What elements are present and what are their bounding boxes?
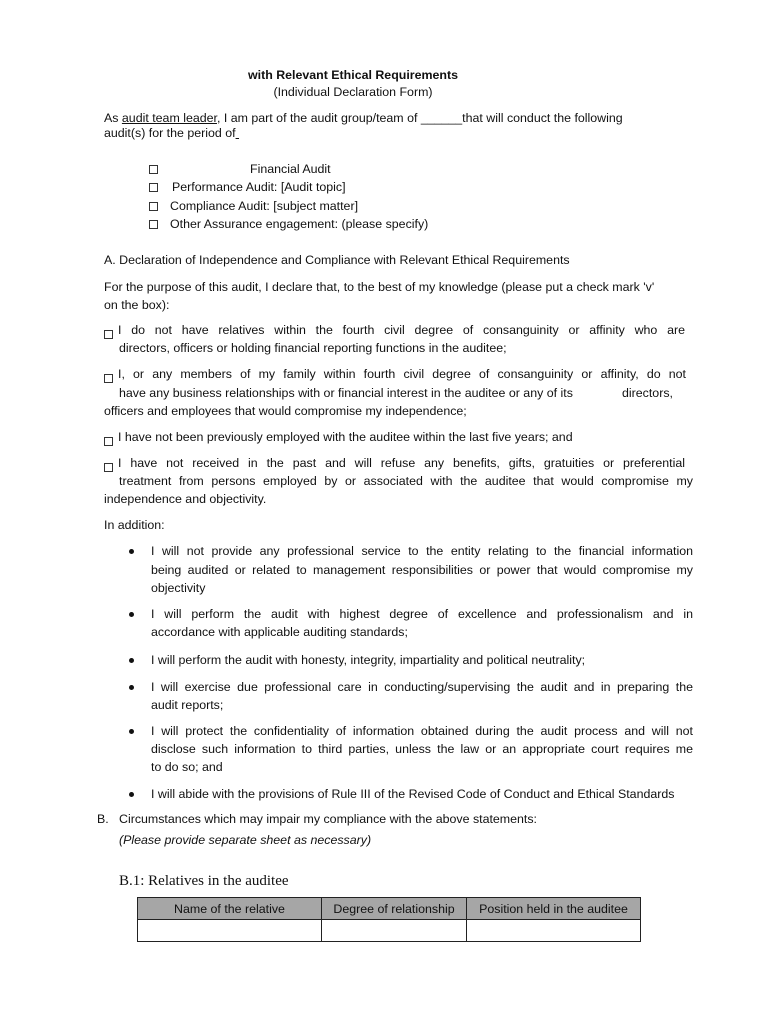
- checkbox-icon[interactable]: [149, 220, 158, 229]
- bullet-6-line-1: I will abide with the provisions of Rule III of the Revised Code of Conduct and Ethical Standards: [151, 787, 675, 801]
- table-row[interactable]: [138, 920, 641, 942]
- declaration-2-line-2a: have any business relationships with or financial interest in the auditee or any of its: [119, 386, 573, 400]
- bullet-icon: [129, 612, 134, 617]
- bullet-5-line-3: to do so; and: [151, 760, 223, 774]
- declaration-1-line-1: I do not have relatives within the fourth civil degree of consanguinity or affinity who are: [118, 323, 685, 337]
- section-b-marker: B.: [97, 812, 109, 826]
- checkbox-icon[interactable]: [149, 183, 158, 192]
- checkbox-icon[interactable]: [149, 202, 158, 211]
- audit-type-other[interactable]: Other Assurance engagement: (please specify): [149, 215, 158, 233]
- bullet-icon: [129, 658, 134, 663]
- checkbox-icon[interactable]: [149, 165, 158, 174]
- b1-title: B.1: Relatives in the auditee: [119, 873, 289, 889]
- bullet-1-line-1: I will not provide any professional service to the entity relating to the financial information: [151, 544, 693, 558]
- bullet-5-line-2: disclose such information to third parties, unless the law or an appropriate court requires me: [151, 742, 693, 756]
- cell-name-input[interactable]: [138, 920, 322, 942]
- section-b-heading: Circumstances which may impair my compliance with the above statements:: [119, 812, 537, 826]
- bullet-icon: [129, 729, 134, 734]
- declaration-2-line-3: officers and employees that would compromise my independence;: [104, 404, 467, 418]
- declaration-2-checkbox[interactable]: [104, 369, 114, 379]
- bullet-1-line-2: being audited or related to management responsibilities or power that would compromise my: [151, 563, 693, 577]
- section-a-lead-2: on the box):: [104, 298, 170, 312]
- audit-type-financial[interactable]: Financial Audit: [149, 160, 158, 178]
- declaration-4-line-3: independence and objectivity.: [104, 492, 267, 506]
- bullet-icon: [129, 792, 134, 797]
- form-subtitle: (Individual Declaration Form): [273, 85, 433, 99]
- section-b-note: (Please provide separate sheet as necessary): [119, 833, 372, 847]
- declaration-2-line-2b: directors,: [622, 386, 673, 400]
- bullet-icon: [129, 685, 134, 690]
- bullet-5-line-1: I will protect the confidentiality of information obtained during the audit process and will not: [151, 724, 693, 738]
- checkbox-icon[interactable]: [104, 374, 113, 383]
- declaration-1-checkbox[interactable]: [104, 325, 114, 335]
- declaration-4-checkbox[interactable]: [104, 458, 114, 468]
- col-position-held: Position held in the auditee: [467, 898, 641, 920]
- bullet-2-line-1: I will perform the audit with highest degree of excellence and professionalism and in: [151, 607, 693, 621]
- bullet-4-line-1: I will exercise due professional care in conducting/supervising the audit and in preparing the: [151, 680, 693, 694]
- bullet-2-line-2: accordance with applicable auditing standards;: [151, 625, 408, 639]
- col-degree-of-relationship: Degree of relationship: [322, 898, 467, 920]
- declaration-2-line-1: I, or any members of my family within fourth civil degree of consanguinity or affinity, do not: [118, 367, 686, 381]
- declaration-4-line-1: I have not received in the past and will refuse any benefits, gifts, gratuities or preferential: [118, 456, 685, 470]
- section-a-lead-1: For the purpose of this audit, I declare that, to the best of my knowledge (please put a check mark 'v': [104, 280, 655, 294]
- role-field[interactable]: audit team leader: [121, 111, 217, 125]
- declaration-1-line-2: directors, officers or holding financial reporting functions in the auditee;: [119, 341, 507, 355]
- declaration-3-checkbox[interactable]: [104, 432, 114, 442]
- relatives-table: [137, 897, 641, 942]
- table-header-row: [138, 898, 641, 920]
- in-addition-label: In addition:: [104, 518, 165, 532]
- checkbox-icon[interactable]: [104, 463, 113, 472]
- cell-degree-input[interactable]: [322, 920, 467, 942]
- form-title: with Relevant Ethical Requirements: [247, 68, 458, 82]
- bullet-3-line-1: I will perform the audit with honesty, integrity, impartiality and political neutrality;: [151, 653, 586, 667]
- intro-line-2: audit(s) for the period of: [104, 126, 236, 140]
- checkbox-icon[interactable]: [104, 330, 113, 339]
- bullet-4-line-2: audit reports;: [151, 698, 224, 712]
- bullet-1-line-3: objectivity: [151, 581, 206, 595]
- checkbox-icon[interactable]: [104, 437, 113, 446]
- section-a-heading: A. Declaration of Independence and Compliance with Relevant Ethical Requirements: [104, 253, 570, 267]
- audit-type-compliance[interactable]: Compliance Audit: [subject matter]: [149, 197, 158, 215]
- intro-line-1: As audit team leader, I am part of the audit group/team of ______that will conduct the following: [104, 111, 623, 125]
- declaration-3-line-1: I have not been previously employed with the auditee within the last five years; and: [118, 430, 573, 444]
- bullet-icon: [129, 549, 134, 554]
- declaration-4-line-2: treatment from persons employed by or associated with the auditee that would compromise my: [119, 474, 693, 488]
- col-name-of-relative: Name of the relative: [138, 898, 322, 920]
- audit-type-performance[interactable]: Performance Audit: [Audit topic]: [149, 178, 158, 196]
- cell-position-input[interactable]: [467, 920, 641, 942]
